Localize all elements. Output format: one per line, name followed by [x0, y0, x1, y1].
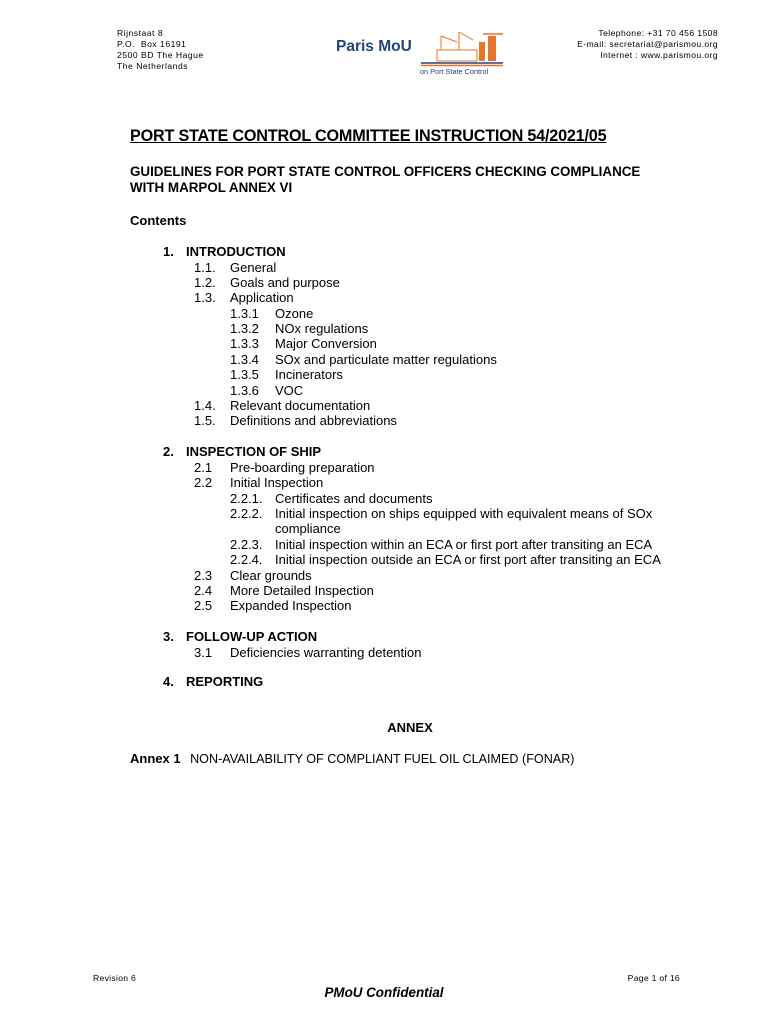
- document-title: PORT STATE CONTROL COMMITTEE INSTRUCTION 54/2021/05: [130, 127, 607, 145]
- toc-label: Initial Inspection: [230, 475, 324, 490]
- toc-number: 1.2.: [194, 275, 216, 290]
- toc-number: 1.1.: [194, 260, 216, 275]
- confidential-label: PMoU Confidential: [324, 985, 444, 1000]
- contact-info: [577, 28, 718, 61]
- toc-number: 2.5: [194, 598, 213, 613]
- page-number: Page 1 of 16: [627, 973, 680, 983]
- toc-number: 2.2.3.: [230, 537, 263, 552]
- toc-number: 1.4.: [194, 398, 216, 413]
- logo-text: Paris MoU: [336, 38, 412, 55]
- toc-number: 2.2: [194, 475, 213, 490]
- toc-number: 1.3.3: [230, 336, 259, 351]
- toc-label: Relevant documentation: [230, 398, 371, 413]
- toc-label: SOx and particulate matter regulations: [275, 352, 497, 367]
- sender-address: [117, 28, 204, 72]
- paris-mou-logo: [333, 28, 507, 78]
- toc-label: Incinerators: [275, 367, 343, 382]
- toc-label: INSPECTION OF SHIP: [186, 444, 322, 459]
- toc-label: Clear grounds: [230, 568, 312, 583]
- address-line: P.O. Box 16191: [117, 39, 187, 49]
- toc-number: 1.3.2: [230, 321, 259, 336]
- toc-label: Certificates and documents: [275, 491, 433, 506]
- toc-label: VOC: [275, 383, 304, 398]
- toc-label: Deficiencies warranting detention: [230, 645, 422, 660]
- toc-label: Application: [230, 290, 294, 305]
- toc-number: 1.3.: [194, 290, 216, 305]
- toc-number: 1.3.5: [230, 367, 259, 382]
- toc-label: Pre-boarding preparation: [230, 460, 375, 475]
- toc-number: 2.3: [194, 568, 213, 583]
- toc-label: NOx regulations: [275, 321, 369, 336]
- toc-label: Ozone: [275, 306, 314, 321]
- toc-number: 2.1: [194, 460, 213, 475]
- toc-label: Initial inspection outside an ECA or first port after transiting an ECA: [275, 552, 661, 567]
- contact-email: E-mail: secretariat@parismou.org: [577, 39, 718, 49]
- annex-item-text: NON-AVAILABILITY OF COMPLIANT FUEL OIL CLAIMED (FONAR): [190, 752, 575, 766]
- toc-number: 3.1: [194, 645, 213, 660]
- toc-label: Expanded Inspection: [230, 598, 352, 613]
- revision-label: Revision 6: [93, 973, 137, 983]
- annex-item-label: Annex 1: [130, 751, 181, 766]
- toc-label: More Detailed Inspection: [230, 583, 374, 598]
- contents-heading: Contents: [130, 213, 187, 228]
- annex-item: [130, 751, 575, 766]
- toc-number: 1.3.1: [230, 306, 259, 321]
- toc-number: 2.2.2.: [230, 506, 263, 521]
- toc-label: Definitions and abbreviations: [230, 413, 397, 428]
- toc-label: General: [230, 260, 277, 275]
- contact-phone: Telephone: +31 70 456 1508: [598, 28, 718, 38]
- toc-label: REPORTING: [186, 674, 264, 689]
- contact-website: Internet : www.parismou.org: [600, 50, 718, 60]
- logo-subtitle: on Port State Control: [420, 67, 489, 76]
- toc-number: 4.: [163, 674, 174, 689]
- toc-label: compliance: [275, 521, 341, 536]
- toc-label: FOLLOW-UP ACTION: [186, 629, 318, 644]
- address-line: Rijnstaat 8: [117, 28, 164, 38]
- toc-label: Major Conversion: [275, 336, 377, 351]
- address-line: The Netherlands: [117, 61, 189, 71]
- toc-number: 1.: [163, 244, 174, 259]
- toc-number: 2.2.1.: [230, 491, 263, 506]
- toc-label: Initial inspection on ships equipped with equivalent means of SOx: [275, 506, 653, 521]
- toc-label: Initial inspection within an ECA or first port after transiting an ECA: [275, 537, 653, 552]
- document-subtitle: GUIDELINES FOR PORT STATE CONTROL OFFICERS CHECKING COMPLIANCE WITH MARPOL ANNEX VI: [130, 164, 641, 195]
- address-line: 2500 BD The Hague: [117, 50, 204, 60]
- toc-number: 2.2.4.: [230, 552, 263, 567]
- toc-label: INTRODUCTION: [186, 244, 286, 259]
- toc-label: Goals and purpose: [230, 275, 340, 290]
- toc-number: 1.3.4: [230, 352, 259, 367]
- toc-number: 1.3.6: [230, 383, 259, 398]
- toc-number: 3.: [163, 629, 174, 644]
- toc-number: 2.: [163, 444, 174, 459]
- annex-heading: ANNEX: [387, 720, 433, 735]
- toc-number: 1.5.: [194, 413, 216, 428]
- toc-number: 2.4: [194, 583, 213, 598]
